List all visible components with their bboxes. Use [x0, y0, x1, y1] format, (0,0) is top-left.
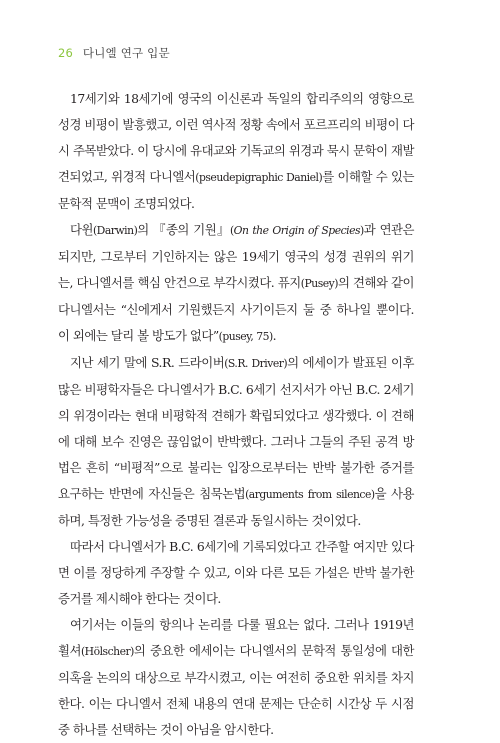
paragraph	[58, 217, 414, 350]
text-run: 지난 세기 말에 S.R. 드라이버	[70, 355, 225, 370]
body-text	[58, 86, 414, 743]
paragraph	[58, 534, 414, 612]
text-run: 을 사용하며, 특정한 가능성을 증명된 결론과 동일시하는 것이었다.	[58, 486, 414, 528]
inline-annotation: (S.R. Driver)	[224, 357, 288, 370]
paragraph	[58, 86, 414, 217]
book-title: 다니엘 연구 입문	[82, 46, 170, 60]
inline-annotation: (Hölscher)	[80, 645, 134, 658]
inline-annotation: (pusey, 75)	[218, 330, 273, 343]
text-run: 17세기와 18세기에 영국의 이신론과 독일의 합리주의의 영향으로 성경 비평이 발흥했고, 이런 역사적 정황 속에서 포르프리의 비평이 다시 주목받았다. 이 당시에 유대교와 기독교의 위경과 묵시 문학이 재발견되었고, 위경적 다니엘서	[58, 91, 414, 184]
inline-annotation: On the Origin of Species	[233, 224, 361, 237]
inline-annotation: (	[229, 224, 234, 237]
inline-annotation: (Pusey)	[300, 277, 338, 290]
inline-annotation: (arguments from silence)	[245, 488, 375, 501]
text-run: 따라서 다니엘서가 B.C. 6세기에 기록되었다고 간주할 여지만 있다면 이를 정당하게 주장할 수 있고, 이와 다른 모든 가설은 반박 불가한 증거를 제시해야 한다는 것이다.	[58, 539, 414, 606]
text-run: 의 견해와 같이 다니엘서는 “신에게서 기원했든지 사기이든지 둘 중 하나일 뿐이다. 이 외에는 달리 볼 방도가 없다”	[58, 275, 414, 343]
page-number: 26	[58, 46, 74, 60]
paragraph	[58, 350, 414, 534]
text-run: .	[272, 328, 277, 343]
text-run: 과 연관은 되지만, 그로부터 기인하지는 않은 19세기 영국의 성경 권위의 위기는, 다니엘서를 핵심 안건으로 부각시켰다. 퓨지	[58, 222, 414, 290]
text-run: 의 『종의 기원』	[137, 222, 230, 237]
text-run: 의 중요한 에세이는 다니엘서의 문학적 통일성에 대한 의혹을 논의의 대상으로 부각시켰고, 이는 여전히 중요한 위치를 차지한다. 이는 다니엘서 전체 내용의 연대 문제는 단순히 시간상 두 시점 중 하나를 선택하는 것이 아님을 암시한다.	[58, 643, 414, 737]
text-run: 를 이해할 수 있는 문학적 문맥이 조명되었다.	[58, 169, 414, 211]
text-run: 다윈	[70, 222, 93, 237]
inline-annotation: )	[360, 224, 364, 237]
text-run: 여기서는 이들의 항의나 논리를 다룰 필요는 없다. 그러나 1919년 휠셔	[58, 617, 414, 658]
inline-annotation: (Darwin)	[92, 224, 138, 237]
inline-annotation: (pseudepigraphic Daniel)	[195, 171, 323, 184]
text-run: 의 에세이가 발표된 이후 많은 비평학자들은 다니엘서가 B.C. 6세기 선지서가 아닌 B.C. 2세기의 위경이라는 현대 비평학적 견해가 확립되었다고 생각했다. 이 견해에 대해 보수 진영은 끊임없이 반박했다. 그러나 그들의 주된 공격 방법은 흔히 “비평적”으로 불리는 입장으로부터는 반박 불가한 증거를 요구하는 반면에 자신들은 침묵논법	[58, 355, 414, 501]
running-header	[58, 45, 170, 61]
paragraph	[58, 612, 414, 743]
